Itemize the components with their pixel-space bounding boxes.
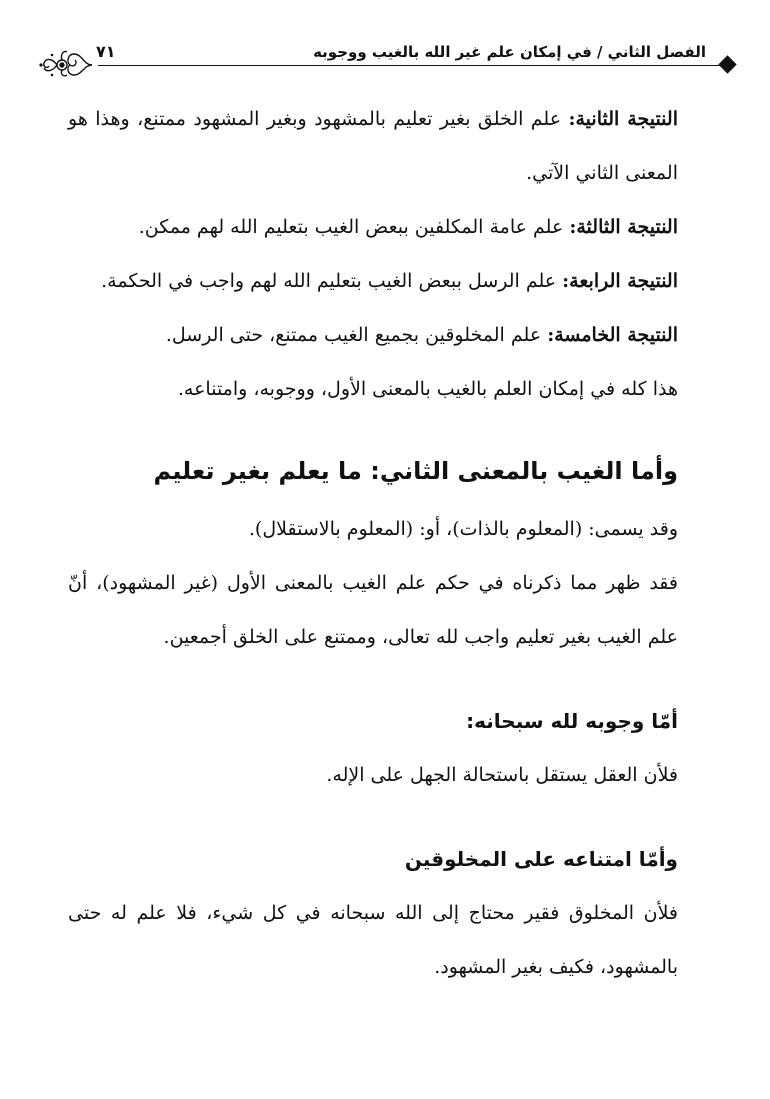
section-heading-necessity: أمّا وجوبه لله سبحانه: [466, 709, 678, 733]
result-4-label: النتيجة الرابعة: [562, 270, 678, 292]
paragraph-also-called: وقد يسمى: (المعلوم بالذات)، أو: (المعلوم بالاستقلال). [248, 518, 678, 540]
result-4-text: علم الرسل ببعض الغيب بتعليم الله لهم واجب في الحكمة. [101, 270, 563, 292]
section-heading-second-meaning: وأما الغيب بالمعنى الثاني: ما يعلم بغير تعليم [153, 457, 678, 485]
result-5-label: النتيجة الخامسة: [547, 324, 678, 346]
floral-ornament-icon [38, 44, 94, 78]
paragraph-result-2 [68, 92, 678, 200]
page-number: ٧١ [96, 42, 116, 61]
result-3-text: علم عامة المكلفين ببعض الغيب بتعليم الله لهم ممكن. [138, 216, 570, 238]
result-2-text: علم الخلق بغير تعليم بالمشهود وبغير المشهود ممتنع، وهذا هو المعنى الثاني الآتي. [68, 108, 678, 184]
result-2-label: النتيجة الثانية: [568, 108, 678, 130]
page-content [68, 92, 678, 994]
paragraph-impossibility: فلأن المخلوق فقير محتاج إلى الله سبحانه في كل شيء، فلا علم له حتى بالمشهود، فكيف بغير المشهود. [68, 902, 678, 978]
paragraph-necessity: فلأن العقل يستقل باستحالة الجهل على الإله. [326, 764, 678, 786]
diamond-marker-icon [718, 55, 736, 73]
paragraph-result-4 [68, 254, 678, 308]
paragraph-conclusion: فقد ظهر مما ذكرناه في حكم علم الغيب بالمعنى الأول (غير المشهود)، أنّ علم الغيب بغير تعليم واجب لله تعالى، وممتنع على الخلق أجمعين. [68, 572, 678, 648]
running-title: الفصل الثاني / في إمكان علم غير الله بالغيب ووجوبه [313, 43, 706, 61]
section-heading-impossibility: وأمّا امتناعه على المخلوقين [404, 847, 678, 871]
result-3-label: النتيجة الثالثة: [569, 216, 678, 238]
page-header [38, 38, 734, 78]
paragraph-result-3 [68, 200, 678, 254]
result-5-text: علم المخلوقين بجميع الغيب ممتنع، حتى الرسل. [165, 324, 548, 346]
header-rule [98, 65, 720, 66]
paragraph-summary: هذا كله في إمكان العلم بالغيب بالمعنى الأول، ووجوبه، وامتناعه. [177, 378, 678, 400]
paragraph-result-5 [68, 308, 678, 362]
